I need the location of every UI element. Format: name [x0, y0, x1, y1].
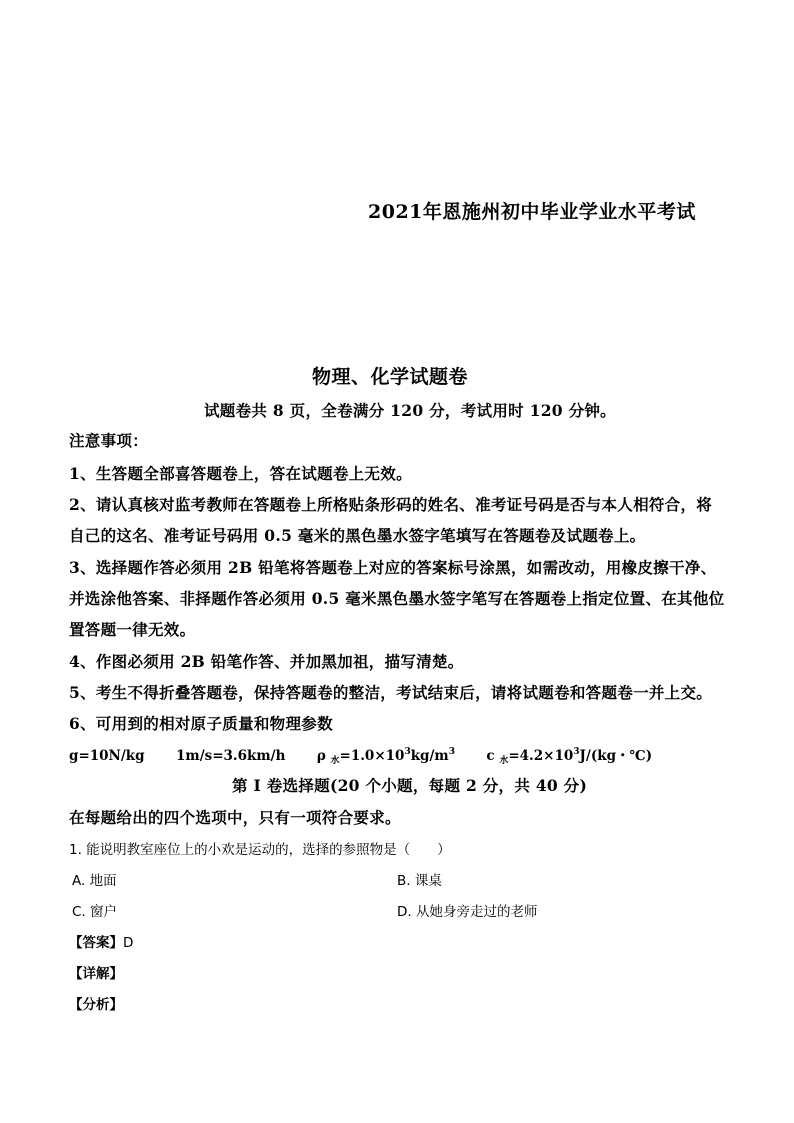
note-item-3: 3、选择题作答必须用 2B 铅笔将答题卷上对应的答案标号涂黑，如需改动，用橡皮擦干净、 — [69, 558, 717, 577]
question-1-option-a: A. 地面 — [72, 873, 117, 889]
question-1-stem: 1. 能说明教室座位上的小欢是运动的，选择的参照物是（ ） — [69, 842, 451, 858]
note-item-2: 2、请认真核对监考教师在答题卷上所格贴条形码的姓名、准考证号码是否与本人相符合，将 — [69, 495, 713, 514]
question-1-option-b: B. 课桌 — [397, 873, 442, 889]
paper-info: 试题卷共 8 页，全卷满分 120 分，考试用时 120 分钟。 — [204, 401, 616, 420]
param-water-specific-heat: c $_水=4.2\times 10^3J/(kg$・℃) — [486, 747, 653, 766]
question-1-option-c: C. 窗户 — [72, 904, 118, 920]
answer-label: 【答案】 — [69, 935, 123, 951]
param-water-density: ρ $_水=1.0\times 10^3kg/m^3$ — [316, 747, 455, 766]
param-g: g=10N/kg — [69, 748, 145, 764]
section-instruction: 在每题给出的四个选项中，只有一项符合要求。 — [69, 808, 401, 827]
paper-title: 物理、化学试题卷 — [312, 366, 469, 388]
note-item-6: 6、可用到的相对原子质量和物理参数 — [69, 714, 333, 733]
notes-heading: 注意事项： — [69, 431, 149, 450]
section-title: 第 I 卷选择题(20 个小题，每题 2 分，共 40 分) — [232, 776, 588, 795]
answer-value: D — [123, 935, 134, 951]
question-1-answer — [69, 931, 133, 951]
note-item-4: 4、作图必须用 2B 铅笔作答、并加黑加祖，描写清楚。 — [69, 652, 464, 671]
note-item-3-end: 置答题一律无效。 — [69, 620, 196, 639]
note-item-2-cont: 自己的这名、准考证号码用 0.5 毫米的黑色墨水签字笔填写在答题卷及试题卷上。 — [69, 526, 646, 545]
note-item-5: 5、考生不得折叠答题卷，保持答题卷的整洁，考试结束后，请将试题卷和答题卷一并上交。 — [69, 683, 713, 702]
param-speed: 1m/s=3.6km/h — [176, 748, 286, 764]
note-item-3-cont: 并选涂他答案、非择题作答必须用 0.5 毫米黑色墨水签字笔写在答题卷上指定位置、在其他位 — [69, 589, 725, 608]
exam-title: 2021年恩施州初中毕业学业水平考试 — [368, 201, 696, 223]
question-1-detail-label: 【详解】 — [69, 966, 123, 982]
question-1-analysis-label: 【分析】 — [69, 997, 123, 1013]
question-1-option-d: D. 从她身旁走过的老师 — [397, 904, 538, 920]
note-item-1: 1、生答题全部喜答题卷上，答在试题卷上无效。 — [69, 464, 412, 483]
physical-params — [69, 744, 652, 766]
